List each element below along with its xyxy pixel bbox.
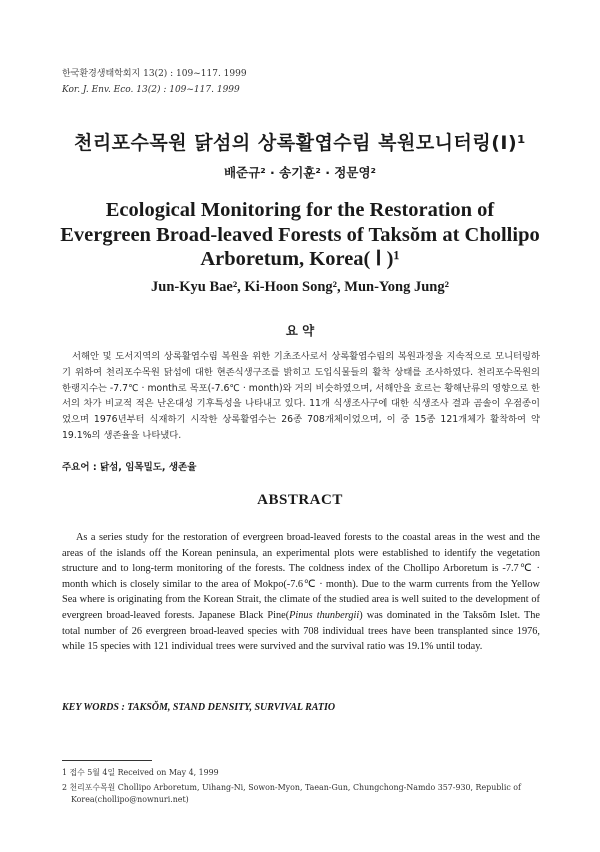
species-name: Pinus thunbergii (289, 609, 360, 621)
korean-authors: 배준규² · 송기훈² · 정문영² (223, 165, 376, 180)
english-authors: Jun-Kyu Bae², Ki-Hoon Song², Mun-Yong Jung² (151, 279, 449, 295)
english-abstract (62, 530, 540, 655)
korean-abstract: 서해안 및 도서지역의 상록활엽수림 복원을 위한 기초조사로서 상록활엽수림의 복원과정을 지속적으로 모니터링하기 위하여 천리포수목원 닭섬에 대한 현존식생구조를 밝히고 도입식물들의 활착 상태를 조사하였다. 천리포수목원의 한랭지수는 -7.7℃ · month로 목포(-7.6℃ · month)와 거의 비슷하였으며, 서해안을 흐르는 황해난류의 영향으로 한서의 차가 비교적 적은 난온대성 기후특성을 나타내고 있다. 11개 식생조사구에 대한 식생조사 결과 곰솔이 우점종이었으며 1976년부터 식재하기 시작한 상록활엽수는 26종 708개체이었으며, 이 중 15종 121개체가 활착하여 약 19.1%의 생존율을 나타냈다. (62, 351, 540, 441)
footnote-1: 1 접수 5월 4일 Received on May 4, 1999 (62, 768, 219, 777)
journal-citation-korean: 한국환경생태학회지 13(2) : 109~117. 1999 (62, 69, 247, 79)
korean-title: 천리포수목원 닭섬의 상록활엽수림 복원모니터링(Ⅰ)¹ (73, 132, 527, 154)
english-title: Ecological Monitoring for the Restoration of Evergreen Broad-leaved Forests of Taksŏm at Chollipo Arboretum, Korea( Ⅰ )¹ (60, 199, 540, 270)
korean-keywords: 주요어 : 닭섬, 임목밀도, 생존율 (62, 462, 197, 473)
korean-abstract-heading: 요 약 (285, 323, 315, 338)
footnote-2: 2 천리포수목원 Chollipo Arboretum, Uihang-Ni, Sowon-Myon, Taean-Gun, Chungchong-Namdo 357-930, Republic of Korea(chollipo@nownuri.net) (62, 783, 521, 804)
journal-citation-english: Kor. J. Env. Eco. 13(2) : 109~117. 1999 (62, 85, 240, 95)
footnote-divider (62, 760, 152, 761)
english-abstract-part1: As a series study for the restoration of evergreen broad-leaved forests to the coastal areas in the west and the areas of the islands off the Korean peninsula, an experimental plots were established to identify the vegetation structure and to long-term monitoring of the forests. The coldness index of the Chollipo Arboretum is -7.7℃ · month which is closely similar to the area of Mokpo(-7.6℃ · month). Due to the warm currents from the Yellow Sea where is originating from the Korean Strait, the climate of the studied area is well suited to the development of evergreen broad-leaved forests. Japanese Black Pine( (62, 532, 540, 621)
english-keywords: KEY WORDS : TAKSŎM, STAND DENSITY, SURVIVAL RATIO (62, 702, 336, 713)
english-abstract-part2: ) was dominated in the Taksŏm Islet. The total number of 26 evergreen broad-leaved species with 708 individual trees have been transplanted since 1976, while 15 species with 121 individual trees were survived and the survival ratio was 19.1% until today. (62, 609, 540, 653)
abstract-heading: ABSTRACT (257, 492, 343, 508)
